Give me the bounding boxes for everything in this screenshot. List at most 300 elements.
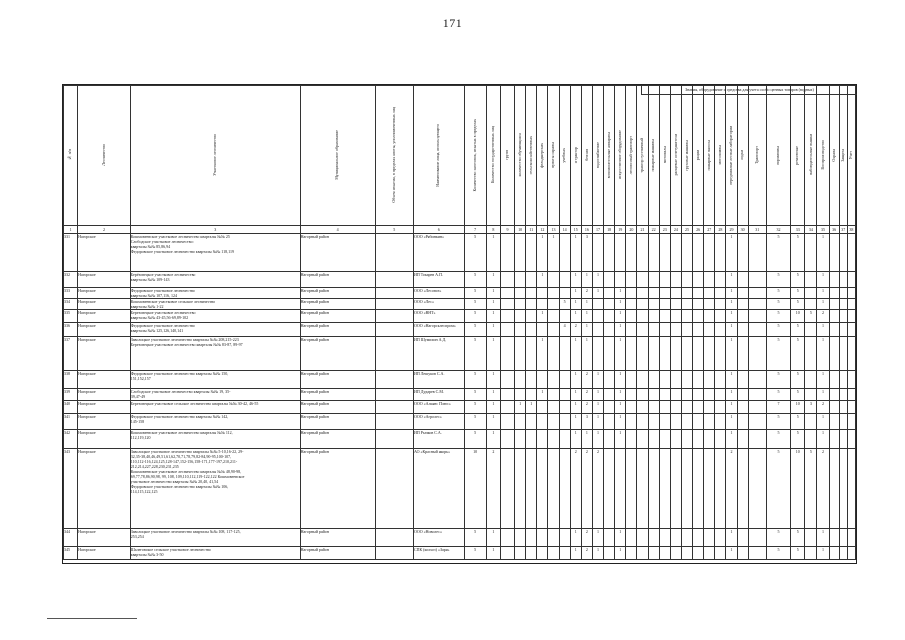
value-cell <box>847 337 855 371</box>
value-cell: 1 <box>615 288 626 299</box>
value-cell: 5 <box>464 272 486 288</box>
page-number: 171 <box>442 16 463 30</box>
row-number: 342 <box>64 430 78 449</box>
value-cell: 5 <box>464 401 486 414</box>
value-cell <box>737 234 748 272</box>
value-cell <box>670 430 681 449</box>
column-header-label: Защита <box>839 148 845 162</box>
value-cell: 10 <box>791 401 805 414</box>
district-description <box>130 389 300 401</box>
district-line: Заволоцкое участковое лесничество кварталы №№ 108, 117-125, <box>130 529 241 534</box>
row-number: 339 <box>64 389 78 401</box>
value-cell: 1 <box>570 234 581 272</box>
column-number: 26 <box>693 226 704 234</box>
column-header-label: пункты охраны <box>550 141 556 169</box>
district-line: 112,119,120 <box>130 435 151 440</box>
value-cell <box>637 299 648 310</box>
value-cell <box>670 272 681 288</box>
value-cell <box>515 371 526 389</box>
value-cell: 1 <box>592 430 603 449</box>
value-cell <box>526 389 537 401</box>
value-cell <box>681 299 692 310</box>
value-cell <box>526 529 537 547</box>
value-cell: 1 <box>817 234 829 272</box>
value-cell <box>715 401 726 414</box>
value-cell <box>626 401 637 414</box>
value-cell <box>592 323 603 337</box>
column-header-22 <box>648 86 659 226</box>
value-cell <box>500 547 514 560</box>
value-cell <box>847 449 855 529</box>
value-cell <box>648 529 659 547</box>
district-description <box>130 299 300 310</box>
value-cell <box>592 234 603 272</box>
value-cell: 1 <box>570 430 581 449</box>
value-cell <box>737 389 748 401</box>
value-cell: 1 <box>486 310 500 323</box>
quota-cell <box>375 371 413 389</box>
quota-cell <box>375 389 413 401</box>
district-line: Заволоцкое участковое лесничество кварталы №№ 208,215-223 <box>130 337 239 342</box>
value-cell: 3 <box>581 414 592 430</box>
value-cell: 1 <box>615 371 626 389</box>
value-cell <box>693 272 704 288</box>
value-cell: 1 <box>570 414 581 430</box>
value-cell <box>693 299 704 310</box>
value-cell <box>500 323 514 337</box>
district-description <box>130 234 300 272</box>
value-cell <box>526 310 537 323</box>
value-cell <box>626 389 637 401</box>
value-cell: 5 <box>791 337 805 371</box>
value-cell <box>648 389 659 401</box>
value-cell <box>715 323 726 337</box>
value-cell <box>500 371 514 389</box>
value-cell <box>737 529 748 547</box>
district-line: Берёзовецкое участковое лесничество <box>130 272 196 277</box>
district-line: 110,112-116,124,125,128-147,152-156,158-171,177-197,210,211- <box>130 459 238 464</box>
value-cell <box>839 529 847 547</box>
value-cell: 3 <box>581 234 592 272</box>
municipality-name: Нагорный район <box>300 288 375 299</box>
value-cell: 1 <box>817 288 829 299</box>
district-description <box>130 529 300 547</box>
table-row <box>64 234 856 272</box>
column-header-label: Транспорт <box>754 146 760 164</box>
value-cell <box>681 389 692 401</box>
value-cell <box>592 337 603 371</box>
value-cell <box>737 371 748 389</box>
column-number: 23 <box>659 226 670 234</box>
value-cell <box>637 288 648 299</box>
forestry-name: Нагорское <box>78 430 131 449</box>
value-cell <box>500 272 514 288</box>
value-cell <box>615 449 626 529</box>
value-cell <box>526 337 537 371</box>
value-cell <box>829 414 839 430</box>
value-cell <box>681 547 692 560</box>
operator-name: СПК (колхоз) «Заря» <box>413 547 464 560</box>
value-cell: 5 <box>766 389 790 401</box>
district-description <box>130 337 300 371</box>
value-cell <box>648 299 659 310</box>
value-cell <box>500 449 514 529</box>
value-cell: 1 <box>581 430 592 449</box>
value-cell <box>515 323 526 337</box>
column-number: 33 <box>791 226 805 234</box>
value-cell <box>737 310 748 323</box>
quota-cell <box>375 310 413 323</box>
table-row <box>64 337 856 371</box>
value-cell <box>704 389 715 401</box>
column-header-15 <box>570 86 581 226</box>
value-cell: 5 <box>464 430 486 449</box>
quota-cell <box>375 414 413 430</box>
district-line: Кошмовеевское участковое лесничество кварталы №№ 25 <box>130 234 230 239</box>
value-cell: 7 <box>766 401 790 414</box>
value-cell <box>681 272 692 288</box>
value-cell <box>604 310 615 323</box>
value-cell: 1 <box>817 371 829 389</box>
column-number: 34 <box>805 226 817 234</box>
value-cell: 1 <box>726 547 737 560</box>
value-cell <box>548 401 559 414</box>
value-cell <box>704 323 715 337</box>
value-cell: 1 <box>592 288 603 299</box>
value-cell: 5 <box>791 234 805 272</box>
value-cell <box>500 299 514 310</box>
value-cell: 1 <box>570 389 581 401</box>
value-cell <box>626 323 637 337</box>
value-cell <box>829 337 839 371</box>
column-header-label: Количество государственных лиц <box>490 126 496 184</box>
value-cell <box>737 449 748 529</box>
value-cell: 1 <box>526 401 537 414</box>
value-cell <box>548 337 559 371</box>
value-cell: 1 <box>726 323 737 337</box>
value-cell <box>659 389 670 401</box>
value-cell <box>847 547 855 560</box>
district-description <box>130 310 300 323</box>
district-line: 151,152,157 <box>130 376 151 381</box>
district-line: Заволоцкое участковое лесничество кварталы №№ 5-10,16-22, 29- <box>130 449 244 454</box>
value-cell <box>537 288 548 299</box>
column-header-12 <box>537 86 548 226</box>
value-cell: 5 <box>805 449 817 529</box>
value-cell: 1 <box>817 272 829 288</box>
quota-cell <box>375 288 413 299</box>
forestry-name: Нагорское <box>78 371 131 389</box>
column-header-label: пожарные машины <box>650 138 656 172</box>
value-cell <box>670 234 681 272</box>
value-cell: 5 <box>791 288 805 299</box>
column-header-17 <box>592 86 603 226</box>
value-cell <box>604 430 615 449</box>
value-cell <box>626 272 637 288</box>
value-cell <box>559 288 570 299</box>
column-header-label: Муниципальное образование <box>334 130 340 180</box>
value-cell <box>637 449 648 529</box>
column-header-30 <box>737 86 748 226</box>
column-number: 29 <box>726 226 737 234</box>
value-cell <box>604 299 615 310</box>
column-number: 25 <box>681 226 692 234</box>
column-header-19 <box>615 86 626 226</box>
district-line: Кошмовеевское участковое лесничество кварталы №№ 112, <box>130 430 233 435</box>
column-header-label: ремонтные <box>794 145 800 165</box>
quota-cell <box>375 430 413 449</box>
value-cell: 1 <box>726 288 737 299</box>
district-line: Федоровское участковое лесничество кварталы №№ 118,119 <box>130 249 234 254</box>
column-header-23 <box>659 86 670 226</box>
value-cell <box>681 371 692 389</box>
value-cell <box>648 449 659 529</box>
value-cell <box>548 299 559 310</box>
value-cell <box>737 337 748 371</box>
district-line: 145-158 <box>130 419 145 424</box>
value-cell <box>748 323 766 337</box>
value-cell <box>839 414 847 430</box>
row-number: 341 <box>64 414 78 430</box>
value-cell <box>839 371 847 389</box>
district-description <box>130 288 300 299</box>
district-line: Кошмовеевское участковое сельское лесничество <box>130 299 216 304</box>
column-number: 37 <box>839 226 847 234</box>
value-cell: 1 <box>570 529 581 547</box>
table-row <box>64 430 856 449</box>
value-cell <box>515 310 526 323</box>
value-cell: 5 <box>766 310 790 323</box>
value-cell: 5 <box>791 371 805 389</box>
value-cell <box>615 234 626 272</box>
operator-name: ООО «Агролес» <box>413 414 464 430</box>
value-cell: 5 <box>766 323 790 337</box>
value-cell: 2 <box>726 449 737 529</box>
value-cell <box>559 337 570 371</box>
value-cell: 1 <box>486 401 500 414</box>
column-header-32 <box>766 86 790 226</box>
value-cell: 1 <box>615 401 626 414</box>
row-number: 344 <box>64 529 78 547</box>
column-header-34 <box>805 86 817 226</box>
value-cell <box>548 414 559 430</box>
value-cell <box>537 401 548 414</box>
forestry-name: Нагорское <box>78 449 131 529</box>
column-number: 32 <box>766 226 790 234</box>
value-cell <box>500 389 514 401</box>
value-cell <box>604 323 615 337</box>
value-cell <box>839 310 847 323</box>
value-cell: 1 <box>817 299 829 310</box>
value-cell: 2 <box>570 449 581 529</box>
value-cell <box>829 547 839 560</box>
value-cell: 5 <box>791 323 805 337</box>
value-cell <box>805 414 817 430</box>
operator-name: ООО «Новолес» <box>413 529 464 547</box>
value-cell <box>559 371 570 389</box>
value-cell <box>805 234 817 272</box>
value-cell: 2 <box>817 401 829 414</box>
value-cell: 5 <box>464 414 486 430</box>
column-header-10 <box>515 86 526 226</box>
quota-cell <box>375 299 413 310</box>
value-cell <box>748 299 766 310</box>
value-cell <box>648 337 659 371</box>
quota-cell <box>375 547 413 560</box>
value-cell <box>715 529 726 547</box>
register-table <box>62 84 857 564</box>
value-cell <box>847 310 855 323</box>
value-cell: 1 <box>726 299 737 310</box>
register-grid <box>63 85 856 560</box>
value-cell <box>537 299 548 310</box>
table-row <box>64 547 856 560</box>
value-cell: 1 <box>726 430 737 449</box>
value-cell <box>515 414 526 430</box>
value-cell <box>637 389 648 401</box>
value-cell <box>604 272 615 288</box>
value-cell <box>526 414 537 430</box>
value-cell <box>847 371 855 389</box>
value-cell: 1 <box>592 547 603 560</box>
district-line: Шалеговское сельское участковое лесничество <box>130 547 211 552</box>
value-cell <box>526 547 537 560</box>
value-cell <box>548 389 559 401</box>
municipality-name: Нагорный район <box>300 337 375 371</box>
quota-cell <box>375 234 413 272</box>
district-line: Федоровское участковое лесничество кварталы №№ 106, <box>130 484 229 489</box>
value-cell <box>829 310 839 323</box>
value-cell: 10 <box>791 310 805 323</box>
value-cell <box>715 310 726 323</box>
value-cell <box>526 449 537 529</box>
column-header-label: ранцевые огнетушители <box>672 134 678 176</box>
value-cell <box>637 430 648 449</box>
value-cell <box>829 529 839 547</box>
value-cell: 1 <box>570 547 581 560</box>
value-cell <box>748 449 766 529</box>
column-header-13 <box>548 86 559 226</box>
value-cell <box>648 371 659 389</box>
value-cell <box>839 337 847 371</box>
column-header-11 <box>526 86 537 226</box>
value-cell <box>548 288 559 299</box>
column-header-4 <box>300 86 375 226</box>
column-number: 14 <box>559 226 570 234</box>
district-description <box>130 401 300 414</box>
column-header-26 <box>693 86 704 226</box>
value-cell: 2 <box>581 371 592 389</box>
column-header-6 <box>413 86 464 226</box>
value-cell <box>704 234 715 272</box>
district-line: кварталы №№ 3-50 <box>130 552 164 557</box>
value-cell <box>693 389 704 401</box>
value-cell: 1 <box>548 234 559 272</box>
value-cell: 1 <box>615 547 626 560</box>
district-line: Березовецкое участковое лесничество <box>130 310 196 315</box>
value-cell: 1 <box>570 288 581 299</box>
column-header-5 <box>375 86 413 226</box>
column-number: 17 <box>592 226 603 234</box>
value-cell: 5 <box>766 272 790 288</box>
column-header-1 <box>64 86 78 226</box>
value-cell: 2 <box>581 547 592 560</box>
column-number: 10 <box>515 226 526 234</box>
value-cell <box>648 414 659 430</box>
row-number: 336 <box>64 323 78 337</box>
value-cell: 2 <box>581 529 592 547</box>
column-header-31 <box>748 86 766 226</box>
column-header-label: фельдшерских <box>539 142 545 168</box>
column-header-label: пожарные насосы <box>706 139 711 171</box>
district-line: 32,35-38,40,46,49,51,61,62,70,71,78,79,82-84,90-95,100-107, <box>130 454 232 459</box>
column-number: 22 <box>648 226 659 234</box>
value-cell <box>839 389 847 401</box>
value-cell <box>537 323 548 337</box>
column-header-36 <box>829 86 839 226</box>
value-cell <box>839 288 847 299</box>
value-cell <box>737 323 748 337</box>
value-cell <box>559 389 570 401</box>
municipality-name: Нагорный район <box>300 547 375 560</box>
quota-cell <box>375 337 413 371</box>
value-cell <box>681 288 692 299</box>
value-cell: 1 <box>592 529 603 547</box>
value-cell: 1 <box>615 310 626 323</box>
table-row <box>64 371 856 389</box>
municipality-name: Нагорный район <box>300 272 375 288</box>
value-cell <box>637 323 648 337</box>
district-description <box>130 547 300 560</box>
value-cell <box>515 288 526 299</box>
value-cell <box>559 430 570 449</box>
value-cell <box>659 272 670 288</box>
value-cell: 2 <box>817 310 829 323</box>
value-cell <box>839 234 847 272</box>
district-line: 114,115,122,125 <box>130 489 158 494</box>
value-cell <box>670 389 681 401</box>
column-number: 20 <box>626 226 637 234</box>
value-cell: 1 <box>817 323 829 337</box>
value-cell <box>737 401 748 414</box>
value-cell <box>693 288 704 299</box>
column-header-35 <box>817 86 829 226</box>
forestry-name: Нагорское <box>78 288 131 299</box>
forestry-name: Нагорское <box>78 310 131 323</box>
value-cell <box>500 414 514 430</box>
value-cell <box>659 401 670 414</box>
column-header-20 <box>626 86 637 226</box>
table-row <box>64 288 856 299</box>
district-line: 39,47-49 <box>130 394 146 399</box>
column-number: 38 <box>847 226 855 234</box>
value-cell: 1 <box>817 430 829 449</box>
column-number: 1 <box>64 226 78 234</box>
forestry-name: Нагорское <box>78 414 131 430</box>
value-cell <box>704 310 715 323</box>
value-cell <box>805 288 817 299</box>
value-cell: 5 <box>791 272 805 288</box>
value-cell <box>847 430 855 449</box>
value-cell <box>715 272 726 288</box>
value-cell <box>670 323 681 337</box>
value-cell <box>670 401 681 414</box>
value-cell <box>704 401 715 414</box>
value-cell <box>592 310 603 323</box>
value-cell: 1 <box>817 337 829 371</box>
value-cell <box>648 430 659 449</box>
value-cell: 1 <box>486 371 500 389</box>
